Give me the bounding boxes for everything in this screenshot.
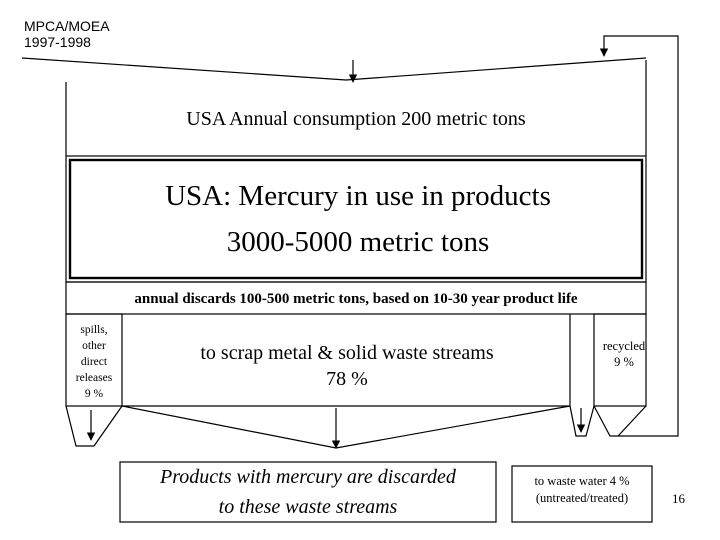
inflow-funnel: [22, 58, 646, 80]
spills-funnel: [66, 406, 122, 446]
recycled-percent: 9 %: [614, 355, 634, 369]
scrap-stream-percent: 78 %: [326, 368, 368, 390]
products-discarded-line1: Products with mercury are discarded: [160, 466, 456, 488]
consumption-label: USA Annual consumption 200 metric tons: [186, 108, 526, 130]
page-number: 16: [672, 491, 685, 506]
recycled-funnel: [594, 406, 646, 436]
in-use-title: USA: Mercury in use in products: [165, 180, 551, 212]
credit: [24, 18, 110, 50]
spills-label: [66, 322, 122, 402]
waste-water-sublabel: (untreated/treated): [535, 491, 629, 505]
scrap-funnel: [122, 406, 570, 448]
spills-line: spills,: [80, 324, 108, 336]
spills-line: other: [82, 340, 106, 352]
scrap-stream-label: to scrap metal & solid waste streams: [200, 342, 494, 364]
in-use-box-outer: [66, 156, 646, 282]
spills-line: releases: [75, 372, 113, 384]
discards-label: annual discards 100-500 metric tons, based on 10-30 year product life: [134, 291, 578, 307]
products-discarded-line2: to these waste streams: [218, 496, 398, 518]
spills-percent: 9 %: [84, 388, 104, 400]
in-use-amount: 3000-5000 metric tons: [226, 226, 490, 258]
in-use-box-inner: [70, 160, 642, 278]
waste-water-label: to waste water 4 %: [534, 474, 630, 488]
credit-line1: MPCA/MOEA: [24, 18, 110, 34]
recycled-label: recycled: [602, 339, 646, 353]
waste-water-funnel: [570, 406, 594, 436]
credit-line2: 1997-1998: [24, 34, 91, 50]
spills-line: direct: [80, 356, 108, 368]
